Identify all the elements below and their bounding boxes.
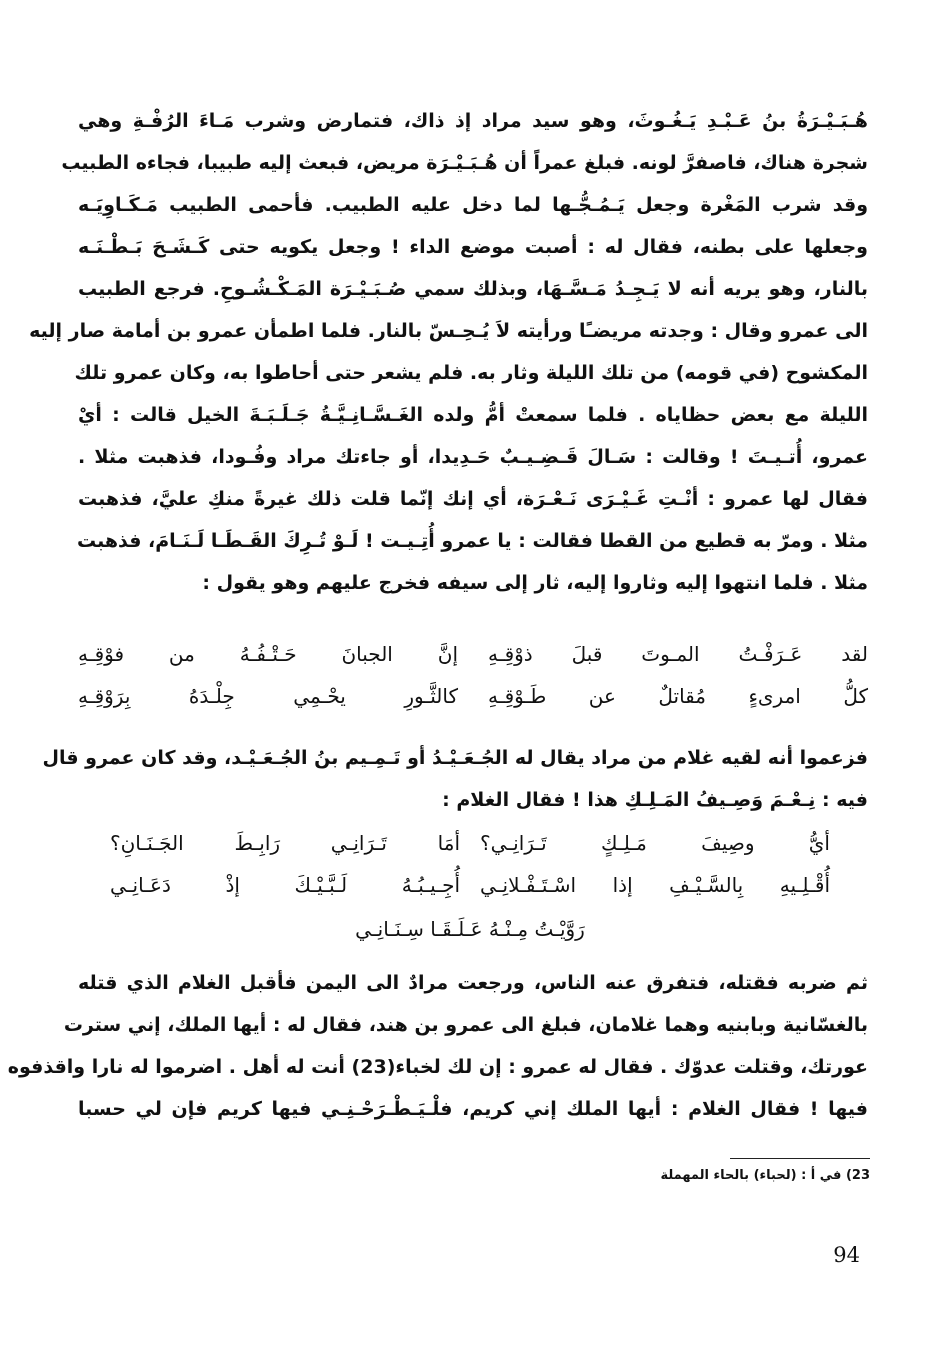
text-line: وجعلها على بطنه، فقال له : أصبت موضع الداء ! وجعل يكويه حتى كَـشَـحَ بَـطْـنَـه (78, 236, 868, 258)
text-line: شجرة هناك، فاصفرَّ لونه. فبلغ عمراً أن هُـبَـيْـرَة مريض، فبعث إليه طبيبا، فجاءه الطبيب (61, 152, 868, 174)
text-line: عورتك، وقتلت عدوّك . فقال له عمرو : إن لك لخباء(23) أنت له أهل . اضرموا له نارا واقذفوه (7, 1056, 868, 1078)
text-line: بالغسّانية وبابنيه وهما غلامان، فبلغ الى عمرو بن هند، فقال له : أيها الملك، إني سترت (63, 1014, 868, 1036)
verse-first-hemistich: أُقْـلِـيهِ بِالسَّـيْـفِ إذا اسْـتَـفْـلانِـي (480, 873, 830, 897)
text-line: مثلا . ومرّ به قطيع من القطا فقالت : يا عمرو أُتِـيـت ! لَـوْ تُـرِكَ القَـطَـا لَـنَـامَ، فذهبت (76, 530, 868, 552)
text-line: فيها ! فقال الغلام : أيها الملك إني كريم، فلْـيَـطْـرَحْـنِـي فيها كريم فإن لي حسبا (78, 1098, 868, 1120)
footnote: 23) في أ : (لحباء) بالحاء المهملة (660, 1168, 870, 1183)
verse-second-hemistich: أمَا تَـرَانِـي رَابِـطَ الجَـنَـانِ؟ (110, 831, 460, 855)
verse-first-hemistich: لقد عَـرَفْـتُ المـوتَ قبلَ ذوْقِـهِ (488, 642, 868, 666)
text-line: وقد شرب المَغْرة وجعل يَـمُـجُّـها لما دخل عليه الطبيب. فأحمى الطبيب مَـكَـاوِيَـه (78, 194, 868, 216)
verse-first-hemistich: كلُّ امرىءٍ مُقاتلٌ عن طَـوْقِـهِ (488, 684, 868, 708)
page-number: 94 (833, 1243, 860, 1267)
verse-row (110, 822, 830, 864)
verse-second-hemistich: كالثَّـورِ يحْـمِي جِلْـدَهُ بِرَوْقِـهِ (78, 684, 458, 708)
text-line: بالنار، وهو يريه أنه لا يَـجِـدُ مَـسَّـهَا، وبذلك سمي صُـبَـيْـرَة المَـكْـشُـوحِ. فرجع الطبيب (78, 278, 868, 300)
text-line: عمرو، أُتـيـتَ ! وقالت : سَـالَ قَـضِـيـبٌ حَـدِيدا، أو جاءتك مراد وفُـودا، فذهبت مثلا . (78, 446, 868, 468)
text-line: فقال لها عمرو : أنْـتِ غَـيْـرَى نَـعْـرَة، أي إنك إنّما قلت ذلك غيرةً منكِ عليَّ، فذهبت (78, 488, 868, 510)
paragraph-3 (7, 962, 868, 1130)
verse-second-hemistich: إنَّ الجبانَ حَـتْـفُـهُ من فوْقِـهِ (78, 642, 458, 666)
text-line: المكشوح (في قومه) من تلك الليلة وثار به. فلم يشعر حتى أحاطوا به، وكان عمرو تلك (74, 362, 868, 384)
verse-second-hemistich: أُجِـيـبُـهُ لَـبَّـيْـكَ إذْ دَعَـانِـي (110, 873, 460, 897)
text-line: الليلة مع بعض حظاياه . فلما سمعتْ أمُّ ولده الغَـسَّـانِـيَّـةُ جَـلَـبَـةَ الخيل قالت : أيْ (78, 404, 868, 426)
text-line: الى عمرو وقال : وجدته مريضـًا ورأيته لاَ يُـحِـسّ بالنار. فلما اطمأن عمرو بن أمامة صار إليه (29, 320, 868, 342)
text-line: مثلا . فلما انتهوا إليه وثاروا إليه، ثار إلى سيفه فخرج عليهم وهو يقول : (202, 572, 868, 594)
text-line: ثم ضربه فقتله، فتفرق عنه الناس، ورجعت مرادٌ الى اليمن فأقبل الغلام الذي قتله (78, 972, 868, 994)
text-line: فزعموا أنه لقيه غلام من مراد يقال له الجُـعَـيْـدُ أو تَـمِـيم بنُ الجُـعَـيْـد، وقد كان عمرو قال (42, 747, 868, 769)
verse-row (110, 864, 830, 906)
verse-1 (78, 633, 868, 717)
verse-row (78, 675, 868, 717)
verse-row (78, 633, 868, 675)
verse-2 (110, 822, 830, 952)
text-line: هُـبَـيْـرَةُ بنُ عَـبْـدِ يَـغُـوثَ، وهو سيد مراد إذ ذاك، فتمارض وشرب مَـاءَ الرُفْـةِ وهي (78, 110, 868, 132)
text-line: فيه : نِـعْـمَ وَصِـيفُ المَـلِـكِ هذا ! فقال الغلام : (442, 789, 868, 811)
paragraph-2 (42, 737, 868, 821)
verse-single-line: رَوَّيْـتُ مِـنْـهُ عَـلَـقَـا سِـنَـانِـي (355, 917, 585, 941)
paragraph-1 (29, 100, 868, 604)
footnote-separator (730, 1158, 870, 1159)
verse-first-hemistich: أيُّ وصِيفَ مَـلِـكٍ تَـرَانِـي؟ (480, 831, 830, 855)
